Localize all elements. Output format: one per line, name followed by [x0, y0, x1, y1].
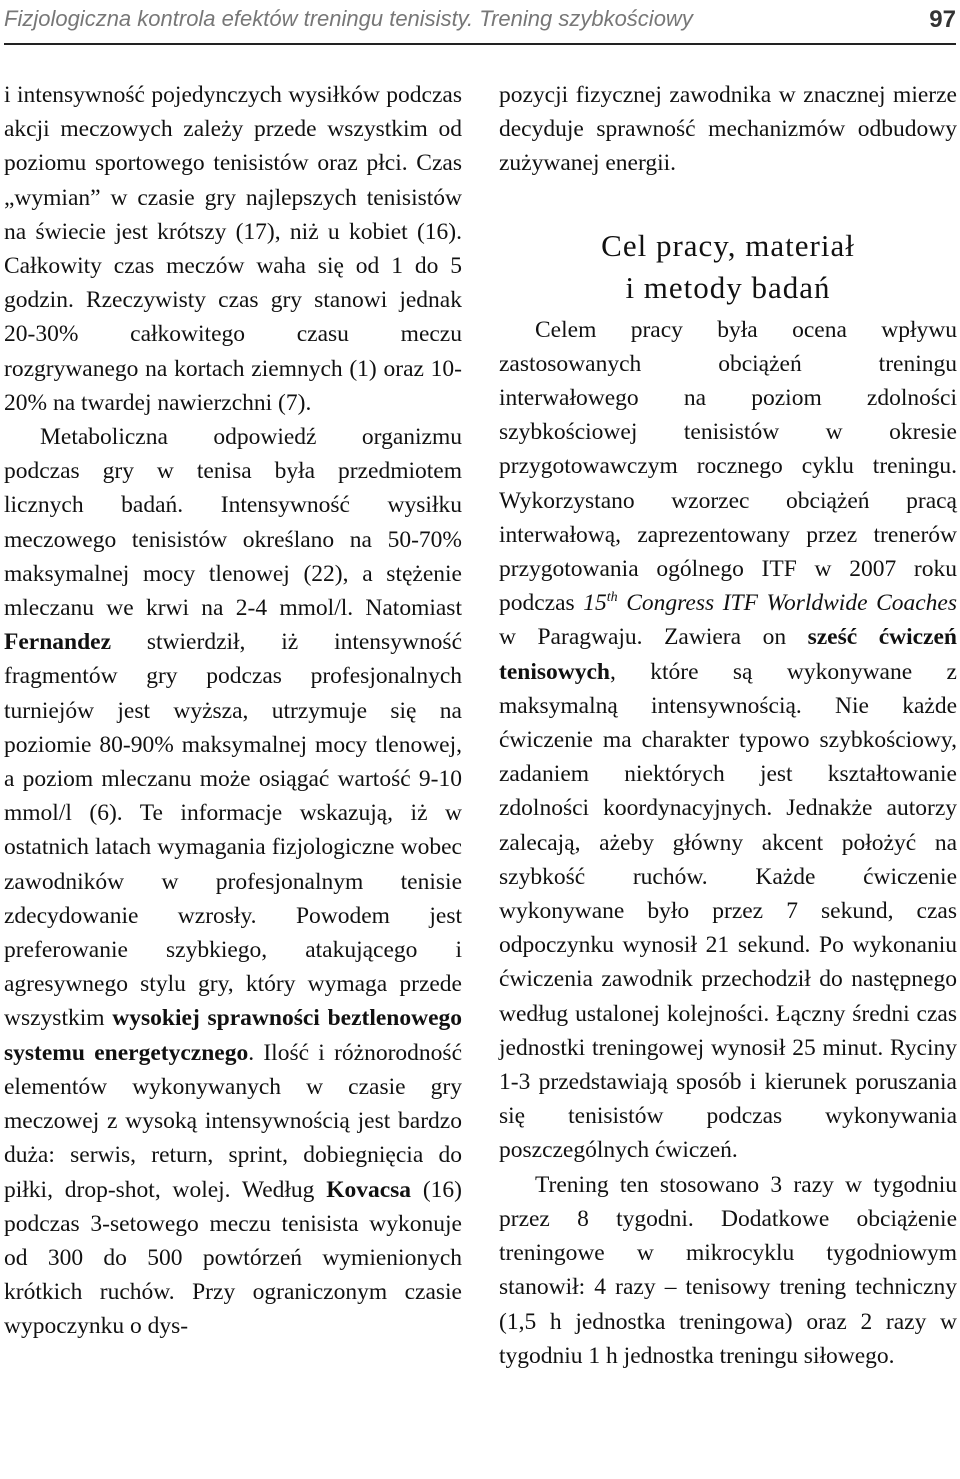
congress-number: 15 [583, 590, 607, 617]
paragraph-text: Celem pracy była ocena wpływu zastosowanych obciążeń treningu interwałowego na poziom zdolności szybkościowej tenisistów w okresie przygotowawczym rocznego cyklu treningu. Wykorzystano wzorzec obciążeń pracą interwałową, zaprezentowany przez trenerów przygotowania ogólnego ITF w 2007 roku podczas [499, 316, 957, 617]
header-rule [4, 43, 956, 45]
running-title: Fizjologiczna kontrola efektów treningu tenisisty. Trening szybkościowy [4, 6, 693, 31]
author-name-fernandez: Fernandez [4, 629, 112, 656]
congress-name [583, 590, 957, 616]
paragraph [4, 78, 462, 420]
congress-title: Congress ITF Worldwide Coaches [617, 590, 958, 617]
paragraph-text: Metaboliczna odpowiedź organizmu podczas gry w tenisa była przedmiotem licznych badań. Intensywność wysiłku meczowego tenisistów określano na 50-70% maksymalnej mocy tlenowej (22), a stężenie mleczanu we krwi na 2-4 mmol/l. Natomiast [4, 424, 462, 622]
section-heading [499, 225, 957, 309]
page-header [4, 2, 956, 40]
paragraph [499, 313, 957, 1168]
emphasis-text: sześć ćwiczeń tenisowych [499, 624, 957, 685]
paragraph [4, 420, 462, 1343]
left-column [4, 78, 462, 1344]
paragraph-text: , które są wykonywane z maksymalną intensywnością. Nie każde ćwiczenie ma charakter typowo szybkościowy, zadaniem niektórych jest kształtowanie zdolności koordynacyjnych. Jednakże autorzy zalecają, ażeby główny akcent położyć na szybkość ruchów. Każde ćwiczenie wykonywane było przez 7 sekund, czas odpoczynku wynosił 21 sekund. Po wykonaniu ćwiczenia zawodnik przechodził do następnego według ustalonej kolejności. Łączny średni czas jednostki treningowej wynosił 25 minut. Ryciny 1-3 przedstawiają sposób i kierunek poruszania się tenisistów podczas wykonywania poszczególnych ćwiczeń. [499, 658, 957, 1164]
paragraph-text: stwierdził, iż intensywność fragmentów gry podczas profesjonalnych turniejów jest wyższa, utrzymuje się na poziomie 80-90% maksymalnej mocy tlenowej, a poziom mleczanu może osiągać wartość 9-10 mmol/l (6). Te informacje wskazują, iż w ostatnich latach wymagania fizjologiczne wobec zawodników w profesjonalnym tenisie zdecydowanie wzrosły. Powodem jest preferowanie szybkiego, atakującego i agresywnego stylu gry, który wymaga przede wszystkim [4, 629, 462, 1032]
paragraph: Trening ten stosowano 3 razy w tygodniu przez 8 tygodni. Dodatkowe obciążenie treningowe w mikrocyklu tygodniowym stanowił: 4 razy – tenisowy trening techniczny (1,5 h jednostka treningowa) oraz 2 razy w tygodniu 1 h jednostka treningu siłowego. [499, 1171, 957, 1369]
paragraph-text: . Ilość i różnorodność elementów wykonywanych w czasie gry meczowej z wysoką intensywnością jest bardzo duża: serwis, return, sprint, dobiegnięcia do piłki, drop-shot, wolej. Według [4, 1039, 463, 1203]
author-name-kovacs: Kovacsa [326, 1176, 412, 1203]
paragraph-text: w Paragwaju. Zawiera on [499, 624, 808, 651]
paragraph-text: i intensywność pojedynczych wysiłków podczas akcji meczowych zależy przede wszystkim od poziomu sportowego tenisistów oraz płci. Czas „wymian” w czasie gry najlepszych tenisistów na świecie jest krótszy (17), niż u kobiet (16). Całkowity czas meczów waha się od 1 do 5 godzin. Rzeczywisty czas gry stanowi jednak 20-30% całkowitego czasu meczu rozgrywanego na kortach ziemnych (1) oraz 10-20% na twardej nawierzchni (7). [4, 82, 462, 416]
paragraph: pozycji fizycznej zawodnika w znacznej mierze decyduje sprawność mechanizmów odbudowy zużywanej energii. [499, 82, 957, 177]
emphasis-text: wysokiej sprawności beztlenowego systemu energetycznego [4, 1005, 463, 1066]
section-heading-line: Cel pracy, materiał [601, 227, 855, 263]
right-column [499, 78, 957, 1373]
ordinal-suffix: th [606, 590, 618, 606]
section-heading-line: i metody badań [625, 269, 831, 305]
page-number: 97 [929, 6, 956, 33]
paragraph-text: (16) podczas 3-setowego meczu tenisista wykonuje od 300 do 500 powtórzeń wymienionych krótkich ruchów. Przy ograniczonym czasie wypoczynku o dys- [4, 1176, 462, 1340]
